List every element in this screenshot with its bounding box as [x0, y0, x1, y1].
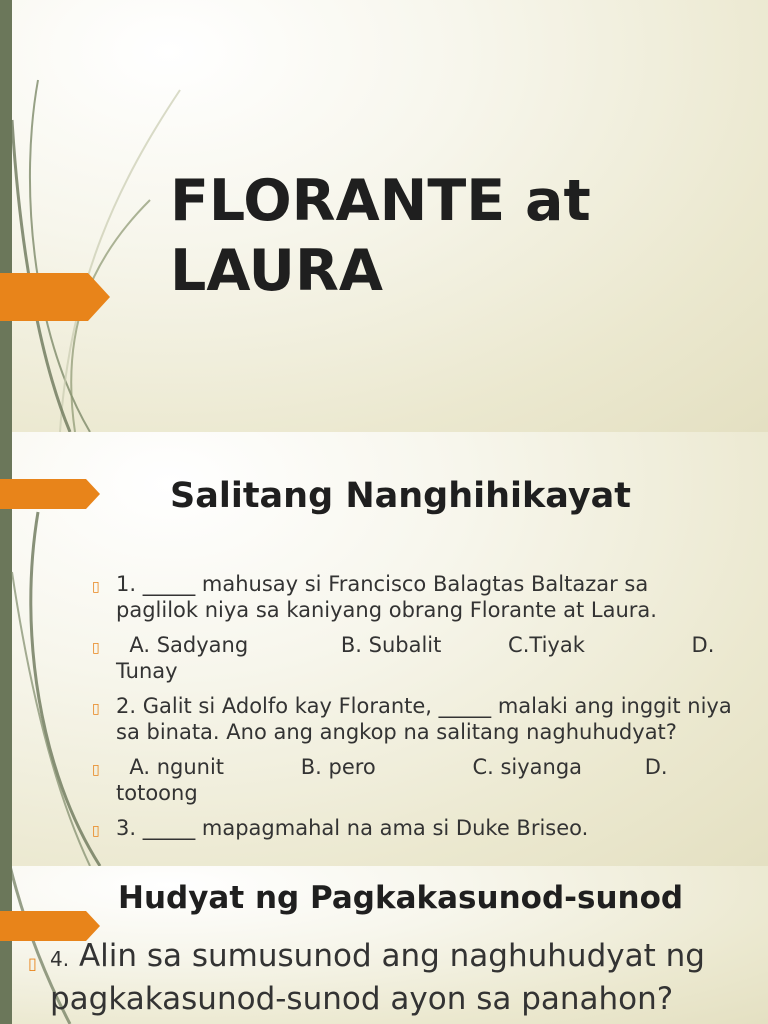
- question-number: 4.: [50, 947, 70, 971]
- bullet-icon: ▯: [92, 762, 100, 778]
- bullet-icon: ▯: [28, 954, 37, 973]
- list-item: [92, 693, 732, 745]
- option-d: D. totoong: [116, 755, 668, 805]
- option-a: A. ngunit: [129, 755, 225, 779]
- answer-options: [116, 755, 668, 805]
- question-list: [92, 571, 732, 850]
- bullet-icon: ▯: [92, 701, 100, 717]
- question-text: 1. _____ mahusay si Francisco Balagtas Baltazar sa paglilok niya sa kaniyang obrang Florante at Laura.: [116, 572, 657, 622]
- option-c: C. siyanga: [472, 755, 583, 779]
- option-a: A. Sadyang: [129, 633, 249, 657]
- question-text: 2. Galit si Adolfo kay Florante, _____ malaki ang inggit niya sa binata. Ano ang angkop na salitang naghuhudyat?: [116, 694, 732, 744]
- list-item: [92, 815, 732, 841]
- list-item: [92, 571, 732, 623]
- option-b: B. Subalit: [340, 633, 442, 657]
- question-text: Alin sa sumusunod ang naghuhudyat ng pagkakasunod-sunod ayon sa panahon?: [50, 938, 705, 1017]
- list-item: [92, 632, 732, 684]
- bullet-icon: ▯: [92, 823, 100, 839]
- list-item: [92, 754, 732, 806]
- orange-arrow-tab: [0, 273, 110, 321]
- question-text: 3. _____ mapagmahal na ama si Duke Briseo.: [116, 816, 589, 840]
- slide-heading-salitang-nanghihikayat: Salitang Nanghihikayat: [170, 476, 632, 516]
- option-c: C.Tiyak: [508, 633, 585, 657]
- option-d: D. Tunay: [116, 633, 715, 683]
- answer-options: [116, 633, 714, 683]
- slide-title-heading: FLORANTE at LAURA: [170, 168, 591, 304]
- orange-arrow-tab: [0, 479, 100, 509]
- option-b: B. pero: [300, 755, 376, 779]
- slide-heading-hudyat: Hudyat ng Pagkakasunod-sunod: [118, 880, 684, 916]
- bullet-icon: ▯: [92, 640, 100, 656]
- bullet-icon: ▯: [92, 579, 100, 595]
- question-4: [28, 936, 768, 1019]
